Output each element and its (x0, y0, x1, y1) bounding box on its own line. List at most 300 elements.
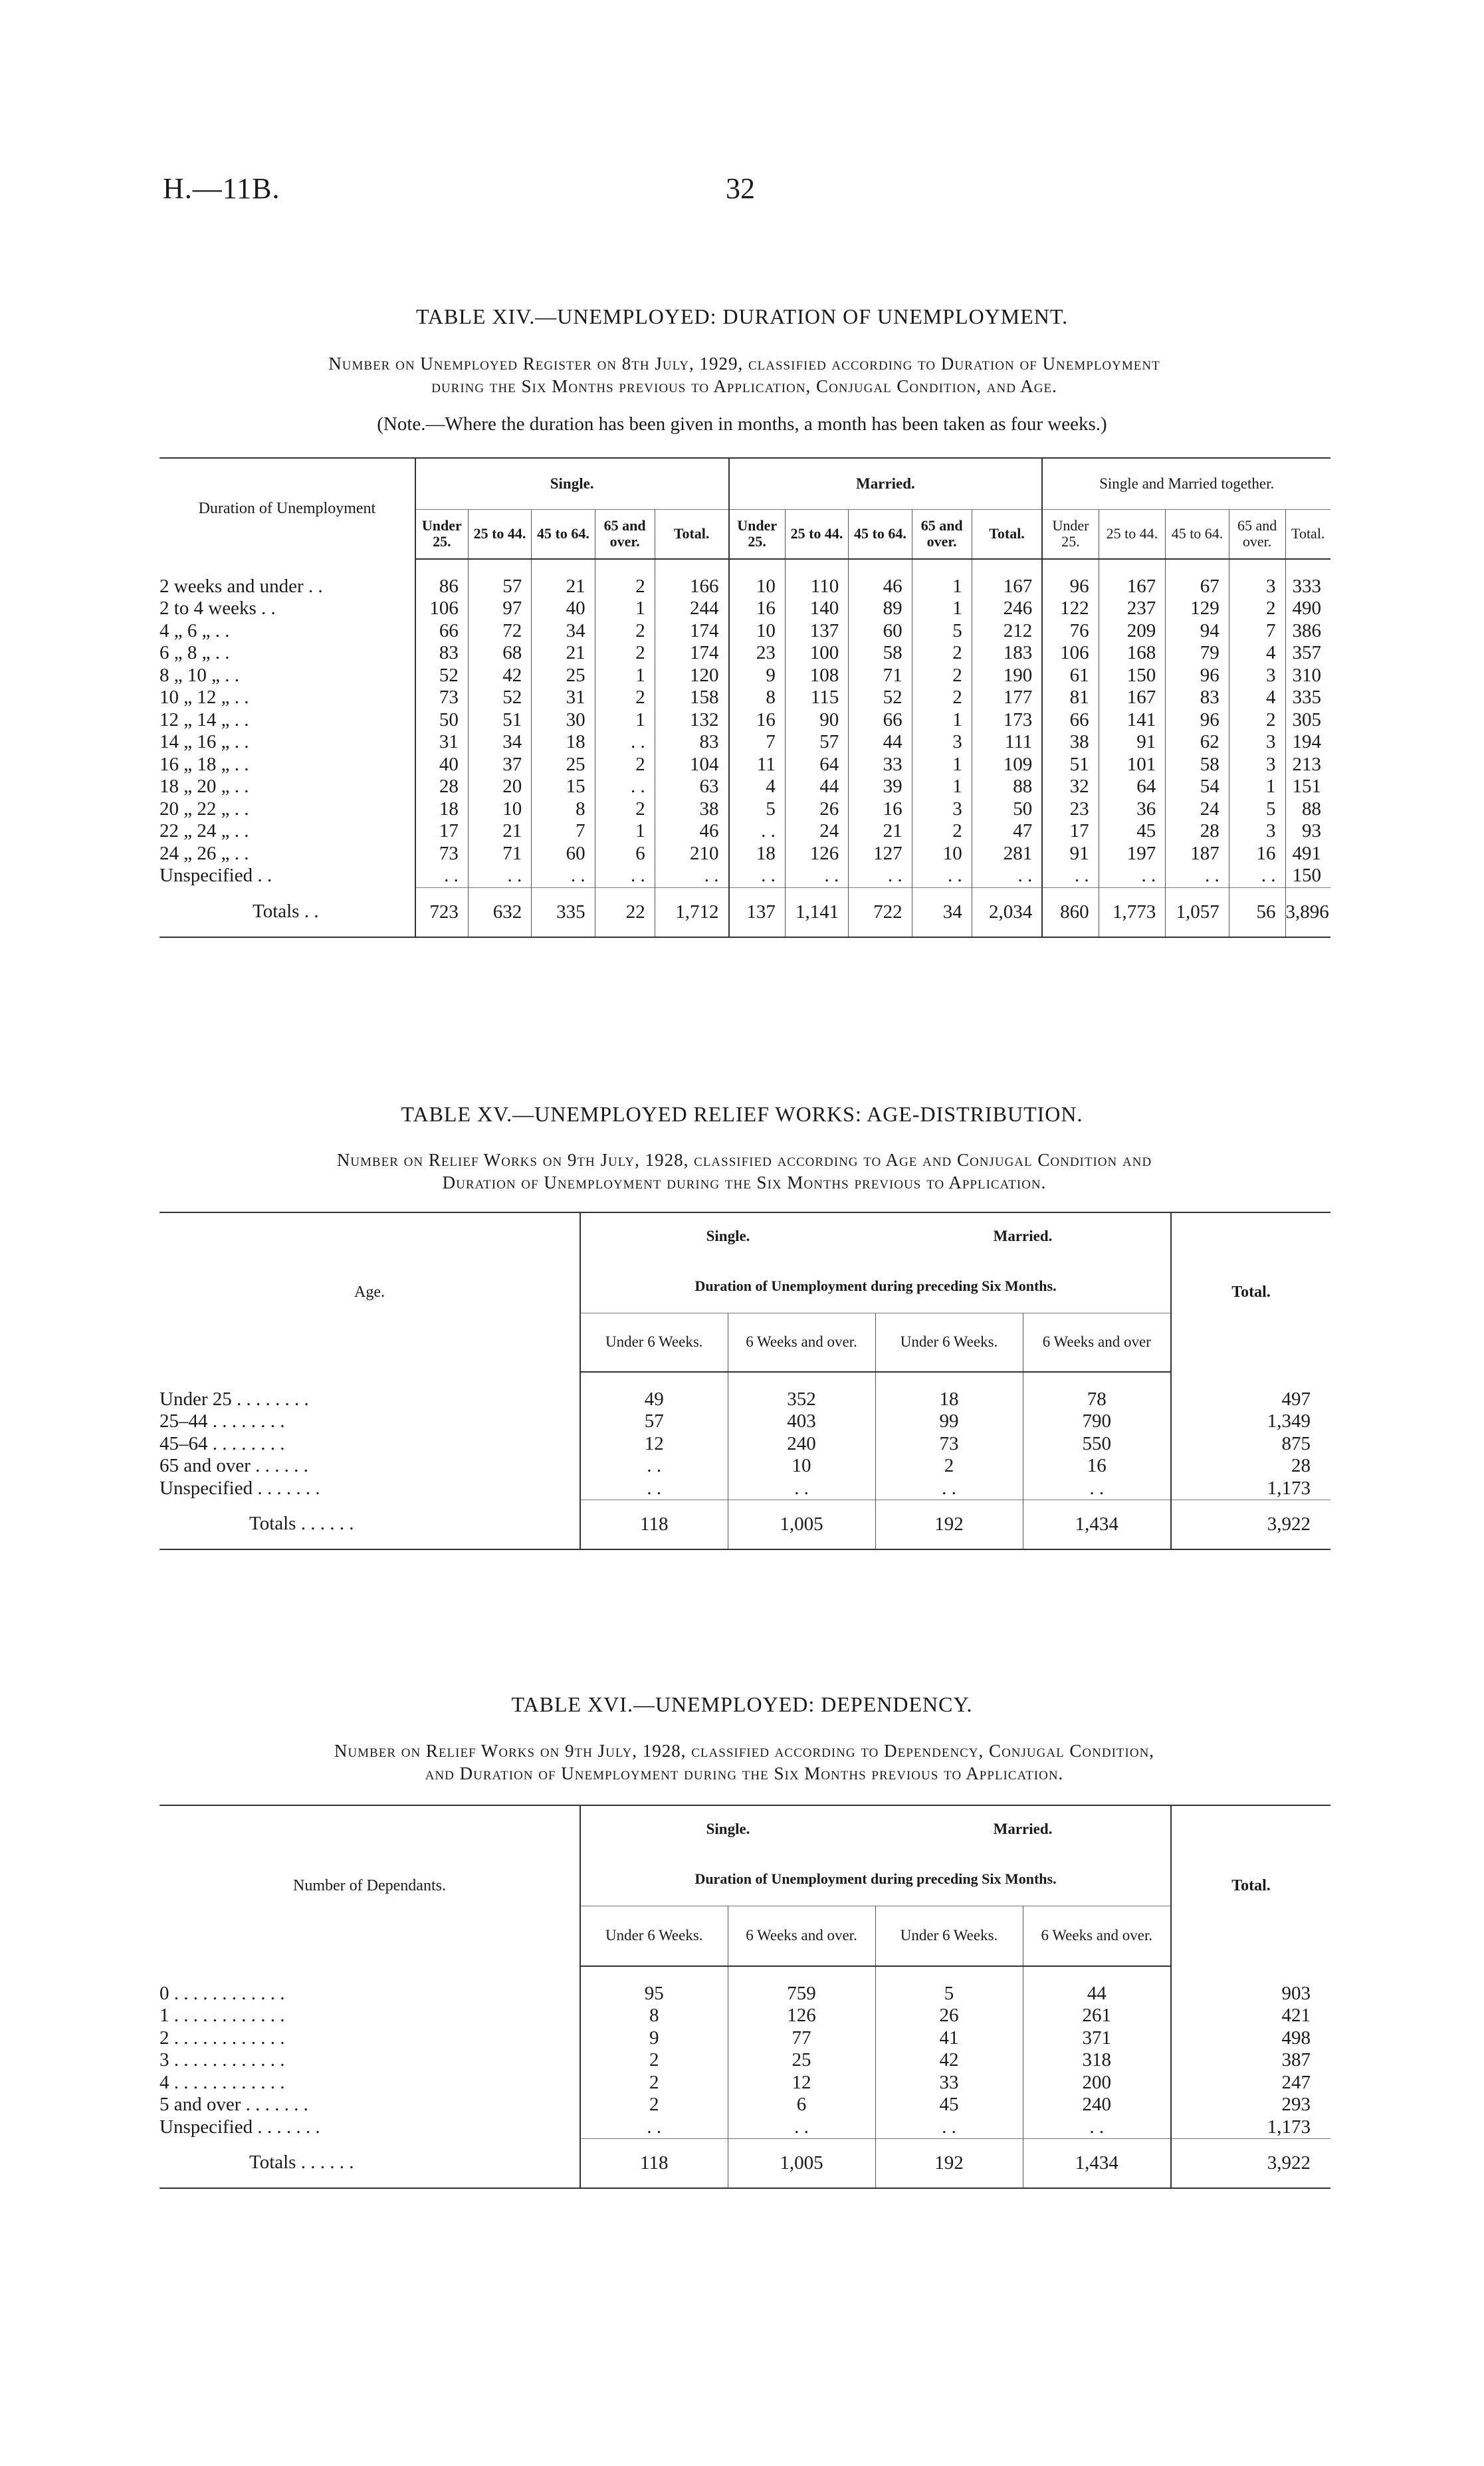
table-cell: 1,173 (1171, 1478, 1330, 1500)
table-cell: 41 (875, 2027, 1023, 2050)
table-cell: 150 (1099, 665, 1166, 687)
table-cell: 36 (1099, 798, 1166, 821)
table14-col-header: 25 to 44. (785, 510, 848, 559)
table-cell: 111 (972, 731, 1042, 754)
table-cell: . . (415, 865, 469, 887)
table-cell: 244 (655, 598, 728, 620)
table-cell: 18 (415, 798, 469, 821)
table-cell: 421 (1171, 2005, 1330, 2027)
table15-row-header: Age. (159, 1212, 580, 1372)
row-label: 22 „ 24 „ . . (159, 820, 249, 841)
table-cell: 18 (875, 1389, 1023, 1411)
table14-col-header: Total. (1285, 510, 1330, 559)
table-cell: 9 (729, 665, 786, 687)
table-cell: 110 (785, 576, 848, 598)
table15-group-single: Single. (580, 1212, 875, 1260)
table-row (159, 687, 1330, 709)
table-cell: 57 (468, 576, 531, 598)
table14-row-header: Duration of Unemployment (159, 458, 415, 559)
table-cell: 46 (655, 820, 728, 843)
table-cell: 44 (849, 731, 912, 754)
table-cell: 109 (972, 754, 1042, 776)
table15-col-header: 6 Weeks and over. (728, 1313, 875, 1372)
table-cell: . . (580, 1478, 728, 1500)
table-cell: 45 (875, 2094, 1023, 2116)
totals-cell: 1,005 (728, 2138, 875, 2188)
table-cell: 33 (849, 754, 912, 776)
table-cell: 1,349 (1171, 1410, 1330, 1433)
table-cell: 122 (1042, 598, 1099, 620)
row-label: 2 to 4 weeks . . (159, 598, 276, 619)
table-cell: . . (729, 820, 786, 843)
table-cell: 86 (415, 576, 469, 598)
table-cell: 7 (729, 731, 786, 754)
table-cell: 52 (468, 687, 531, 709)
row-label: 2 weeks and under . . (159, 575, 323, 597)
table-cell: 167 (1099, 687, 1166, 709)
table14-col-header: 25 to 44. (468, 510, 531, 559)
table-cell: 1 (912, 576, 972, 598)
table-cell: 183 (972, 642, 1042, 665)
table14-title: TABLE XIV.—UNEMPLOYED: DURATION OF UNEMPLOYMENT. (415, 304, 1069, 328)
table16-col-header: 6 Weeks and over. (1023, 1906, 1171, 1966)
table-cell: 97 (468, 598, 531, 620)
table-cell: 38 (655, 798, 728, 821)
table-cell: 25 (532, 754, 595, 776)
table-row (159, 1478, 1330, 1500)
table-cell: 16 (729, 709, 786, 732)
table-row (159, 598, 1330, 620)
table-cell: 11 (729, 754, 786, 776)
table-cell: 68 (468, 642, 531, 665)
table-cell: 3 (1229, 665, 1285, 687)
table-row (159, 820, 1330, 843)
table-cell: 42 (468, 665, 531, 687)
table-cell: . . (728, 2116, 875, 2139)
table-cell: 88 (972, 776, 1042, 798)
table-cell: 150 (1285, 865, 1330, 887)
table-cell: 63 (655, 776, 728, 798)
table-cell: 1 (1229, 776, 1285, 798)
table-cell: 903 (1171, 1983, 1330, 2005)
table-cell: 491 (1285, 843, 1330, 865)
table-cell: 305 (1285, 709, 1330, 732)
table-cell: 246 (972, 598, 1042, 620)
table-cell: 37 (468, 754, 531, 776)
table-cell: . . (580, 1455, 728, 1478)
table-cell: 1 (595, 665, 655, 687)
table-cell: 177 (972, 687, 1042, 709)
row-label: Unspecified . . . . . . . (159, 2116, 320, 2138)
table-cell: . . (849, 865, 912, 887)
table-cell: . . (1229, 865, 1285, 887)
totals-cell: 22 (595, 887, 655, 937)
table-cell: 200 (1023, 2072, 1171, 2094)
totals-cell: 3,922 (1171, 1500, 1330, 1549)
table-cell: 213 (1285, 754, 1330, 776)
table-row (159, 2116, 1330, 2139)
table-cell: 31 (415, 731, 469, 754)
table-cell: 51 (1042, 754, 1099, 776)
row-label: Under 25 . . . . . . . . (159, 1388, 309, 1410)
table-cell: 66 (1042, 709, 1099, 732)
row-label: Unspecified . . (159, 865, 272, 887)
table-cell: 49 (580, 1389, 728, 1411)
table-cell: 67 (1166, 576, 1229, 598)
table-cell: 261 (1023, 2005, 1171, 2027)
table-cell: 2 (595, 798, 655, 821)
table-cell: 7 (1229, 620, 1285, 643)
table-cell: 66 (849, 709, 912, 732)
totals-cell: 723 (415, 887, 469, 937)
table-cell: 64 (1099, 776, 1166, 798)
totals-label: Totals . . . . . . (159, 2138, 580, 2188)
table14-col-header: 45 to 64. (532, 510, 595, 559)
table-cell: 281 (972, 843, 1042, 865)
row-label: 20 „ 22 „ . . (159, 798, 249, 820)
totals-cell: 192 (875, 2138, 1023, 2188)
table-cell: 34 (532, 620, 595, 643)
table-cell: 190 (972, 665, 1042, 687)
table-cell: 1 (912, 598, 972, 620)
table-cell: 129 (1166, 598, 1229, 620)
table-cell: 2 (580, 2094, 728, 2116)
table-cell: 2 (595, 620, 655, 643)
table-cell: 7 (532, 820, 595, 843)
table14-col-header: 45 to 64. (1166, 510, 1229, 559)
table-cell: 127 (849, 843, 912, 865)
table14-col-header: Under 25. (729, 510, 786, 559)
totals-cell: 860 (1042, 887, 1099, 937)
table-cell: 66 (415, 620, 469, 643)
table-cell: 28 (415, 776, 469, 798)
totals-cell: 3,922 (1171, 2138, 1330, 2188)
table-cell: 89 (849, 598, 912, 620)
table-cell: 38 (1042, 731, 1099, 754)
table15-col-header: 6 Weeks and over (1023, 1313, 1171, 1372)
totals-label: Totals . . (159, 887, 415, 937)
table-cell: 2 (595, 642, 655, 665)
table-row (159, 1410, 1330, 1433)
table14-col-header: Under 25. (1042, 510, 1099, 559)
totals-cell: 1,057 (1166, 887, 1229, 937)
table-cell: 108 (785, 665, 848, 687)
table-cell: 173 (972, 709, 1042, 732)
table-cell: 106 (1042, 642, 1099, 665)
totals-cell: 1,712 (655, 887, 728, 937)
table-cell: 4 (1229, 687, 1285, 709)
table-cell: 5 (1229, 798, 1285, 821)
table-cell: 64 (785, 754, 848, 776)
table-cell: 167 (972, 576, 1042, 598)
row-label: 4 . . . . . . . . . . . . (159, 2071, 285, 2093)
table-cell: . . (728, 1478, 875, 1500)
table-cell: 106 (415, 598, 469, 620)
table16-subtitle-line1: Number on Relief Works on 9th July, 1928, classified according to Dependency, Conjugal Condition, (334, 1741, 1155, 1761)
table-cell: 15 (532, 776, 595, 798)
table-cell: 2 (580, 2049, 728, 2072)
table-cell: 16 (849, 798, 912, 821)
table-row (159, 1455, 1330, 1478)
table-cell: 50 (415, 709, 469, 732)
table14-col-header: 65 and over. (912, 510, 972, 559)
totals-cell: 192 (875, 1500, 1023, 1549)
table-cell: 12 (728, 2072, 875, 2094)
table-cell: . . (1099, 865, 1166, 887)
totals-cell: 3,896 (1285, 887, 1330, 937)
table-cell: 17 (415, 820, 469, 843)
table-cell: 42 (875, 2049, 1023, 2072)
table-cell: 24 (785, 820, 848, 843)
table-cell: 16 (729, 598, 786, 620)
table15-col-header: Under 6 Weeks. (875, 1313, 1023, 1372)
row-label: 24 „ 26 „ . . (159, 842, 249, 864)
table-cell: 2 (912, 687, 972, 709)
table-cell: 73 (415, 843, 469, 865)
table-cell: . . (595, 776, 655, 798)
table-cell: 57 (580, 1410, 728, 1433)
table-cell: 12 (580, 1433, 728, 1456)
table-cell: 137 (785, 620, 848, 643)
table-cell: 23 (1042, 798, 1099, 821)
table-cell: 32 (1042, 776, 1099, 798)
row-label: Unspecified . . . . . . . (159, 1477, 320, 1499)
table15 (159, 1212, 1330, 1550)
table-cell: 83 (1166, 687, 1229, 709)
table-cell: 3 (912, 731, 972, 754)
table-cell: 2 (875, 1455, 1023, 1478)
row-label: 12 „ 14 „ . . (159, 709, 249, 730)
table-cell: 240 (728, 1433, 875, 1456)
table15-total-header: Total. (1171, 1212, 1330, 1372)
table-cell: 30 (532, 709, 595, 732)
totals-cell: 137 (729, 887, 786, 937)
row-label: 1 . . . . . . . . . . . . (159, 2005, 285, 2026)
table-cell: 403 (728, 1410, 875, 1433)
table-cell: 94 (1166, 620, 1229, 643)
table-cell: . . (1166, 865, 1229, 887)
table-cell: . . (1042, 865, 1099, 887)
table-cell: 497 (1171, 1389, 1330, 1411)
table-cell: 194 (1285, 731, 1330, 754)
table15-col-header: Under 6 Weeks. (580, 1313, 728, 1372)
table14-col-header: 65 and over. (1229, 510, 1285, 559)
table-cell: 61 (1042, 665, 1099, 687)
table-cell: 28 (1166, 820, 1229, 843)
table16-group-single: Single. (580, 1805, 875, 1852)
table-cell: . . (580, 2116, 728, 2139)
table14-col-header: Under 25. (415, 510, 469, 559)
table-cell: 81 (1042, 687, 1099, 709)
table-cell: 1 (912, 776, 972, 798)
table16-subtitle-line2: and Duration of Unemployment during the Six Months previous to Application. (425, 1763, 1064, 1783)
table-cell: 3 (1229, 754, 1285, 776)
table-cell: 237 (1099, 598, 1166, 620)
table-cell: 76 (1042, 620, 1099, 643)
table-cell: 39 (849, 776, 912, 798)
table-cell: 8 (580, 2005, 728, 2027)
table-cell: 4 (729, 776, 786, 798)
table-cell: 91 (1042, 843, 1099, 865)
table-cell: . . (729, 865, 786, 887)
table-cell: 2 (912, 642, 972, 665)
table-cell: 6 (595, 843, 655, 865)
table-cell: . . (912, 865, 972, 887)
table-cell: 167 (1099, 576, 1166, 598)
table16-group-married: Married. (875, 1805, 1171, 1852)
table-cell: 78 (1023, 1389, 1171, 1411)
totals-cell: 632 (468, 887, 531, 937)
table-cell: 73 (415, 687, 469, 709)
table-cell: 2 (912, 665, 972, 687)
totals-cell: 335 (532, 887, 595, 937)
table15-title: TABLE XV.—UNEMPLOYED RELIEF WORKS: AGE-DISTRIBUTION. (401, 1102, 1083, 1126)
totals-cell: 2,034 (972, 887, 1042, 937)
table-cell: 23 (729, 642, 786, 665)
table16-col-header: Under 6 Weeks. (875, 1906, 1023, 1966)
row-label: 45–64 . . . . . . . . (159, 1432, 285, 1454)
row-label: 6 „ 8 „ . . (159, 642, 230, 663)
table-cell: 212 (972, 620, 1042, 643)
table-cell: 2 (595, 754, 655, 776)
table-cell: 5 (729, 798, 786, 821)
table15-span-header: Duration of Unemployment during preceding Six Months. (580, 1260, 1171, 1313)
totals-cell: 56 (1229, 887, 1285, 937)
table14-group-single: Single. (415, 458, 729, 510)
table-row (159, 665, 1330, 687)
table-cell: 77 (728, 2027, 875, 2050)
table-cell: 790 (1023, 1410, 1171, 1433)
table-cell: 96 (1042, 576, 1099, 598)
table-cell: 58 (1166, 754, 1229, 776)
table-cell: 2 (595, 687, 655, 709)
table-cell: 96 (1166, 665, 1229, 687)
table-cell: 10 (468, 798, 531, 821)
table14-subtitle-line2: during the Six Months previous to Application, Conjugal Condition, and Age. (431, 376, 1057, 396)
table-cell: 25 (532, 665, 595, 687)
table-cell: 83 (415, 642, 469, 665)
table-cell: 352 (728, 1389, 875, 1411)
table-cell: 60 (532, 843, 595, 865)
table16-col-header: Under 6 Weeks. (580, 1906, 728, 1966)
table-cell: . . (595, 731, 655, 754)
table-cell: 17 (1042, 820, 1099, 843)
table-cell: 93 (1285, 820, 1330, 843)
table-cell: 151 (1285, 776, 1330, 798)
table16-total-header: Total. (1171, 1805, 1330, 1966)
table-cell: 158 (655, 687, 728, 709)
table-row (159, 1433, 1330, 1456)
table-cell: 10 (729, 620, 786, 643)
table-cell: 2 (1229, 598, 1285, 620)
table-cell: 72 (468, 620, 531, 643)
table-cell: 210 (655, 843, 728, 865)
row-label: 0 . . . . . . . . . . . . (159, 1982, 285, 2004)
table-row (159, 731, 1330, 754)
table-cell: 318 (1023, 2049, 1171, 2072)
table-cell: 9 (580, 2027, 728, 2050)
table-cell: 498 (1171, 2027, 1330, 2050)
table-cell: 209 (1099, 620, 1166, 643)
table14-col-header: 65 and over. (595, 510, 655, 559)
table-cell: 83 (655, 731, 728, 754)
table-cell: 141 (1099, 709, 1166, 732)
table14-col-header: 45 to 64. (849, 510, 912, 559)
table-cell: 2 (1229, 709, 1285, 732)
table-cell: 1 (912, 709, 972, 732)
table-cell: 33 (875, 2072, 1023, 2094)
table-cell: 3 (1229, 731, 1285, 754)
table-cell: 3 (1229, 820, 1285, 843)
table-cell: 88 (1285, 798, 1330, 821)
table-cell: 1 (595, 598, 655, 620)
table-cell: 10 (912, 843, 972, 865)
table-cell: 104 (655, 754, 728, 776)
table-cell: 120 (655, 665, 728, 687)
table-cell: 293 (1171, 2094, 1330, 2116)
table-cell: 550 (1023, 1433, 1171, 1456)
table-row (159, 798, 1330, 821)
table14-col-header: 25 to 44. (1099, 510, 1166, 559)
row-label: 4 „ 6 „ . . (159, 619, 230, 641)
table-cell: 31 (532, 687, 595, 709)
document-reference: H.—11B. (163, 172, 280, 205)
table-cell: 34 (468, 731, 531, 754)
totals-label: Totals . . . . . . (159, 1500, 580, 1549)
table-cell: 187 (1166, 843, 1229, 865)
table16-title: TABLE XVI.—UNEMPLOYED: DEPENDENCY. (511, 1692, 973, 1716)
table-cell: 57 (785, 731, 848, 754)
table-cell: 3 (912, 798, 972, 821)
table-cell: . . (972, 865, 1042, 887)
table-cell: 44 (1023, 1983, 1171, 2005)
table-cell: 60 (849, 620, 912, 643)
totals-row (159, 887, 1330, 937)
table-cell: 6 (728, 2094, 875, 2116)
table-cell: 58 (849, 642, 912, 665)
table-cell: 3 (1229, 576, 1285, 598)
table-cell: 26 (875, 2005, 1023, 2027)
table-cell: 44 (785, 776, 848, 798)
table-cell: 386 (1285, 620, 1330, 643)
totals-cell: 1,773 (1099, 887, 1166, 937)
table-cell: 21 (849, 820, 912, 843)
table-row (159, 576, 1330, 598)
table-cell: 50 (972, 798, 1042, 821)
table-cell: 1 (595, 820, 655, 843)
table15-subtitle-line2: Duration of Unemployment during the Six Months previous to Application. (442, 1173, 1047, 1192)
table-cell: 71 (468, 843, 531, 865)
table-row (159, 620, 1330, 643)
row-label: 8 „ 10 „ . . (159, 664, 239, 686)
totals-cell: 722 (849, 887, 912, 937)
table-row (159, 2049, 1330, 2072)
table-cell: 310 (1285, 665, 1330, 687)
table-cell: 51 (468, 709, 531, 732)
table-cell: 240 (1023, 2094, 1171, 2116)
table-cell: . . (468, 865, 531, 887)
table-cell: 16 (1023, 1455, 1171, 1478)
table-row (159, 754, 1330, 776)
table-cell: . . (532, 865, 595, 887)
table-row (159, 776, 1330, 798)
table-cell: 174 (655, 620, 728, 643)
table-cell: 101 (1099, 754, 1166, 776)
table-cell: 52 (415, 665, 469, 687)
table-cell: 47 (972, 820, 1042, 843)
table14-col-header: Total. (655, 510, 728, 559)
table-cell: 140 (785, 598, 848, 620)
